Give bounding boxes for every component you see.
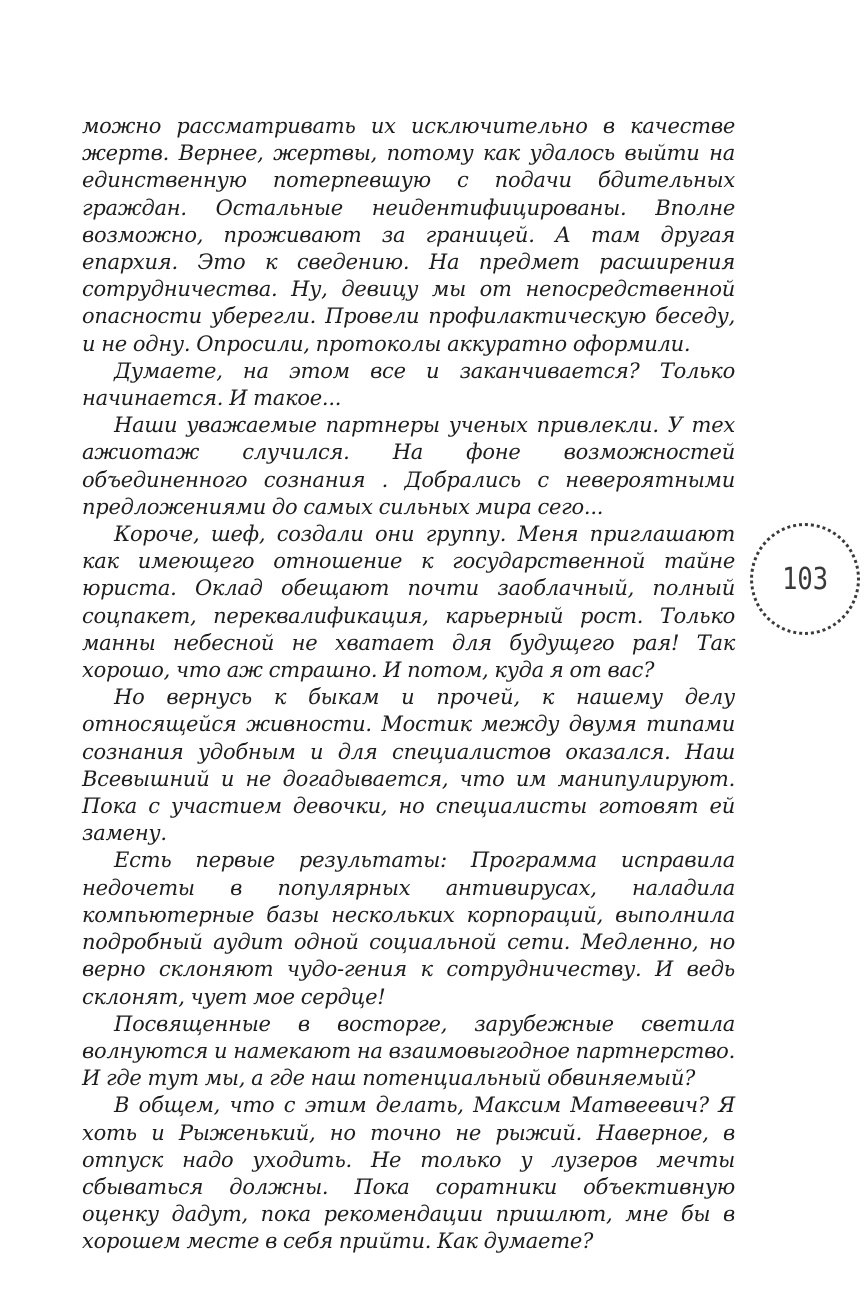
page-number: 103 bbox=[781, 561, 829, 597]
paragraph-8: В общем, что с этим делать, Максим Матвеевич? Я хоть и Рыженький, но точно не рыжий. Наверное, в отпуск надо уходить. Не только у лузеров мечты сбываться должны. Пока соратники объективную оценку дадут, пока рекомендации пришлют, мне бы в хорошем месте в себя прийти. Как думаете? bbox=[82, 1093, 735, 1254]
paragraph-7: Посвященные в восторге, зарубежные светила волнуются и намекают на взаимовыгодное партнерство. И где тут мы, а где наш потенциальный обвиняемый? bbox=[82, 1011, 735, 1091]
paragraph-2: Думаете, на этом все и заканчивается? Только начинается. И такое... bbox=[82, 358, 735, 411]
page-number-badge bbox=[750, 523, 860, 635]
paragraph-4: Короче, шеф, создали они группу. Меня приглашают как имеющего отношение к государственной тайне юриста. Оклад обещают почти заоблачный, полный соцпакет, переквалификация, карьерный рост. Только манны небесной не хватает для будущего рая! Так хорошо, что аж страшно. И потом, куда я от вас? bbox=[82, 522, 735, 683]
body-text bbox=[82, 113, 735, 1256]
paragraph-5: Но вернусь к быкам и прочей, к нашему делу относящейся живности. Мостик между двумя типами сознания удобным и для специалистов оказался. Наш Всевышний и не догадывается, что им манипулируют. Пока с участием девочки, но специалисты готовят ей замену. bbox=[82, 685, 735, 846]
paragraph-1: можно рассматривать их исключительно в качестве жертв. Вернее, жертвы, потому как удалось выйти на единственную потерпевшую с подачи бдительных граждан. Остальные неидентифицированы. Вполне возможно, проживают за границей. А там другая епархия. Это к сведению. На предмет расширения сотрудничества. Ну, девицу мы от непосредственной опасности уберегли. Провели профилактическую беседу, и не одну. Опросили, протоколы аккуратно оформили. bbox=[82, 114, 735, 356]
paragraph-6: Есть первые результаты: Программа исправила недочеты в популярных антивирусах, наладила компьютерные базы нескольких корпораций, выполнила подробный аудит одной социальной сети. Медленно, но верно склоняют чудо-гения к сотрудничеству. И ведь склонят, чует мое сердце! bbox=[82, 848, 735, 1009]
paragraph-3: Наши уважаемые партнеры ученых привлекли. У тех ажиотаж случился. На фоне возможностей объединенного сознания . Добрались с невероятными предложениями до самых сильных мира сего... bbox=[82, 413, 735, 519]
